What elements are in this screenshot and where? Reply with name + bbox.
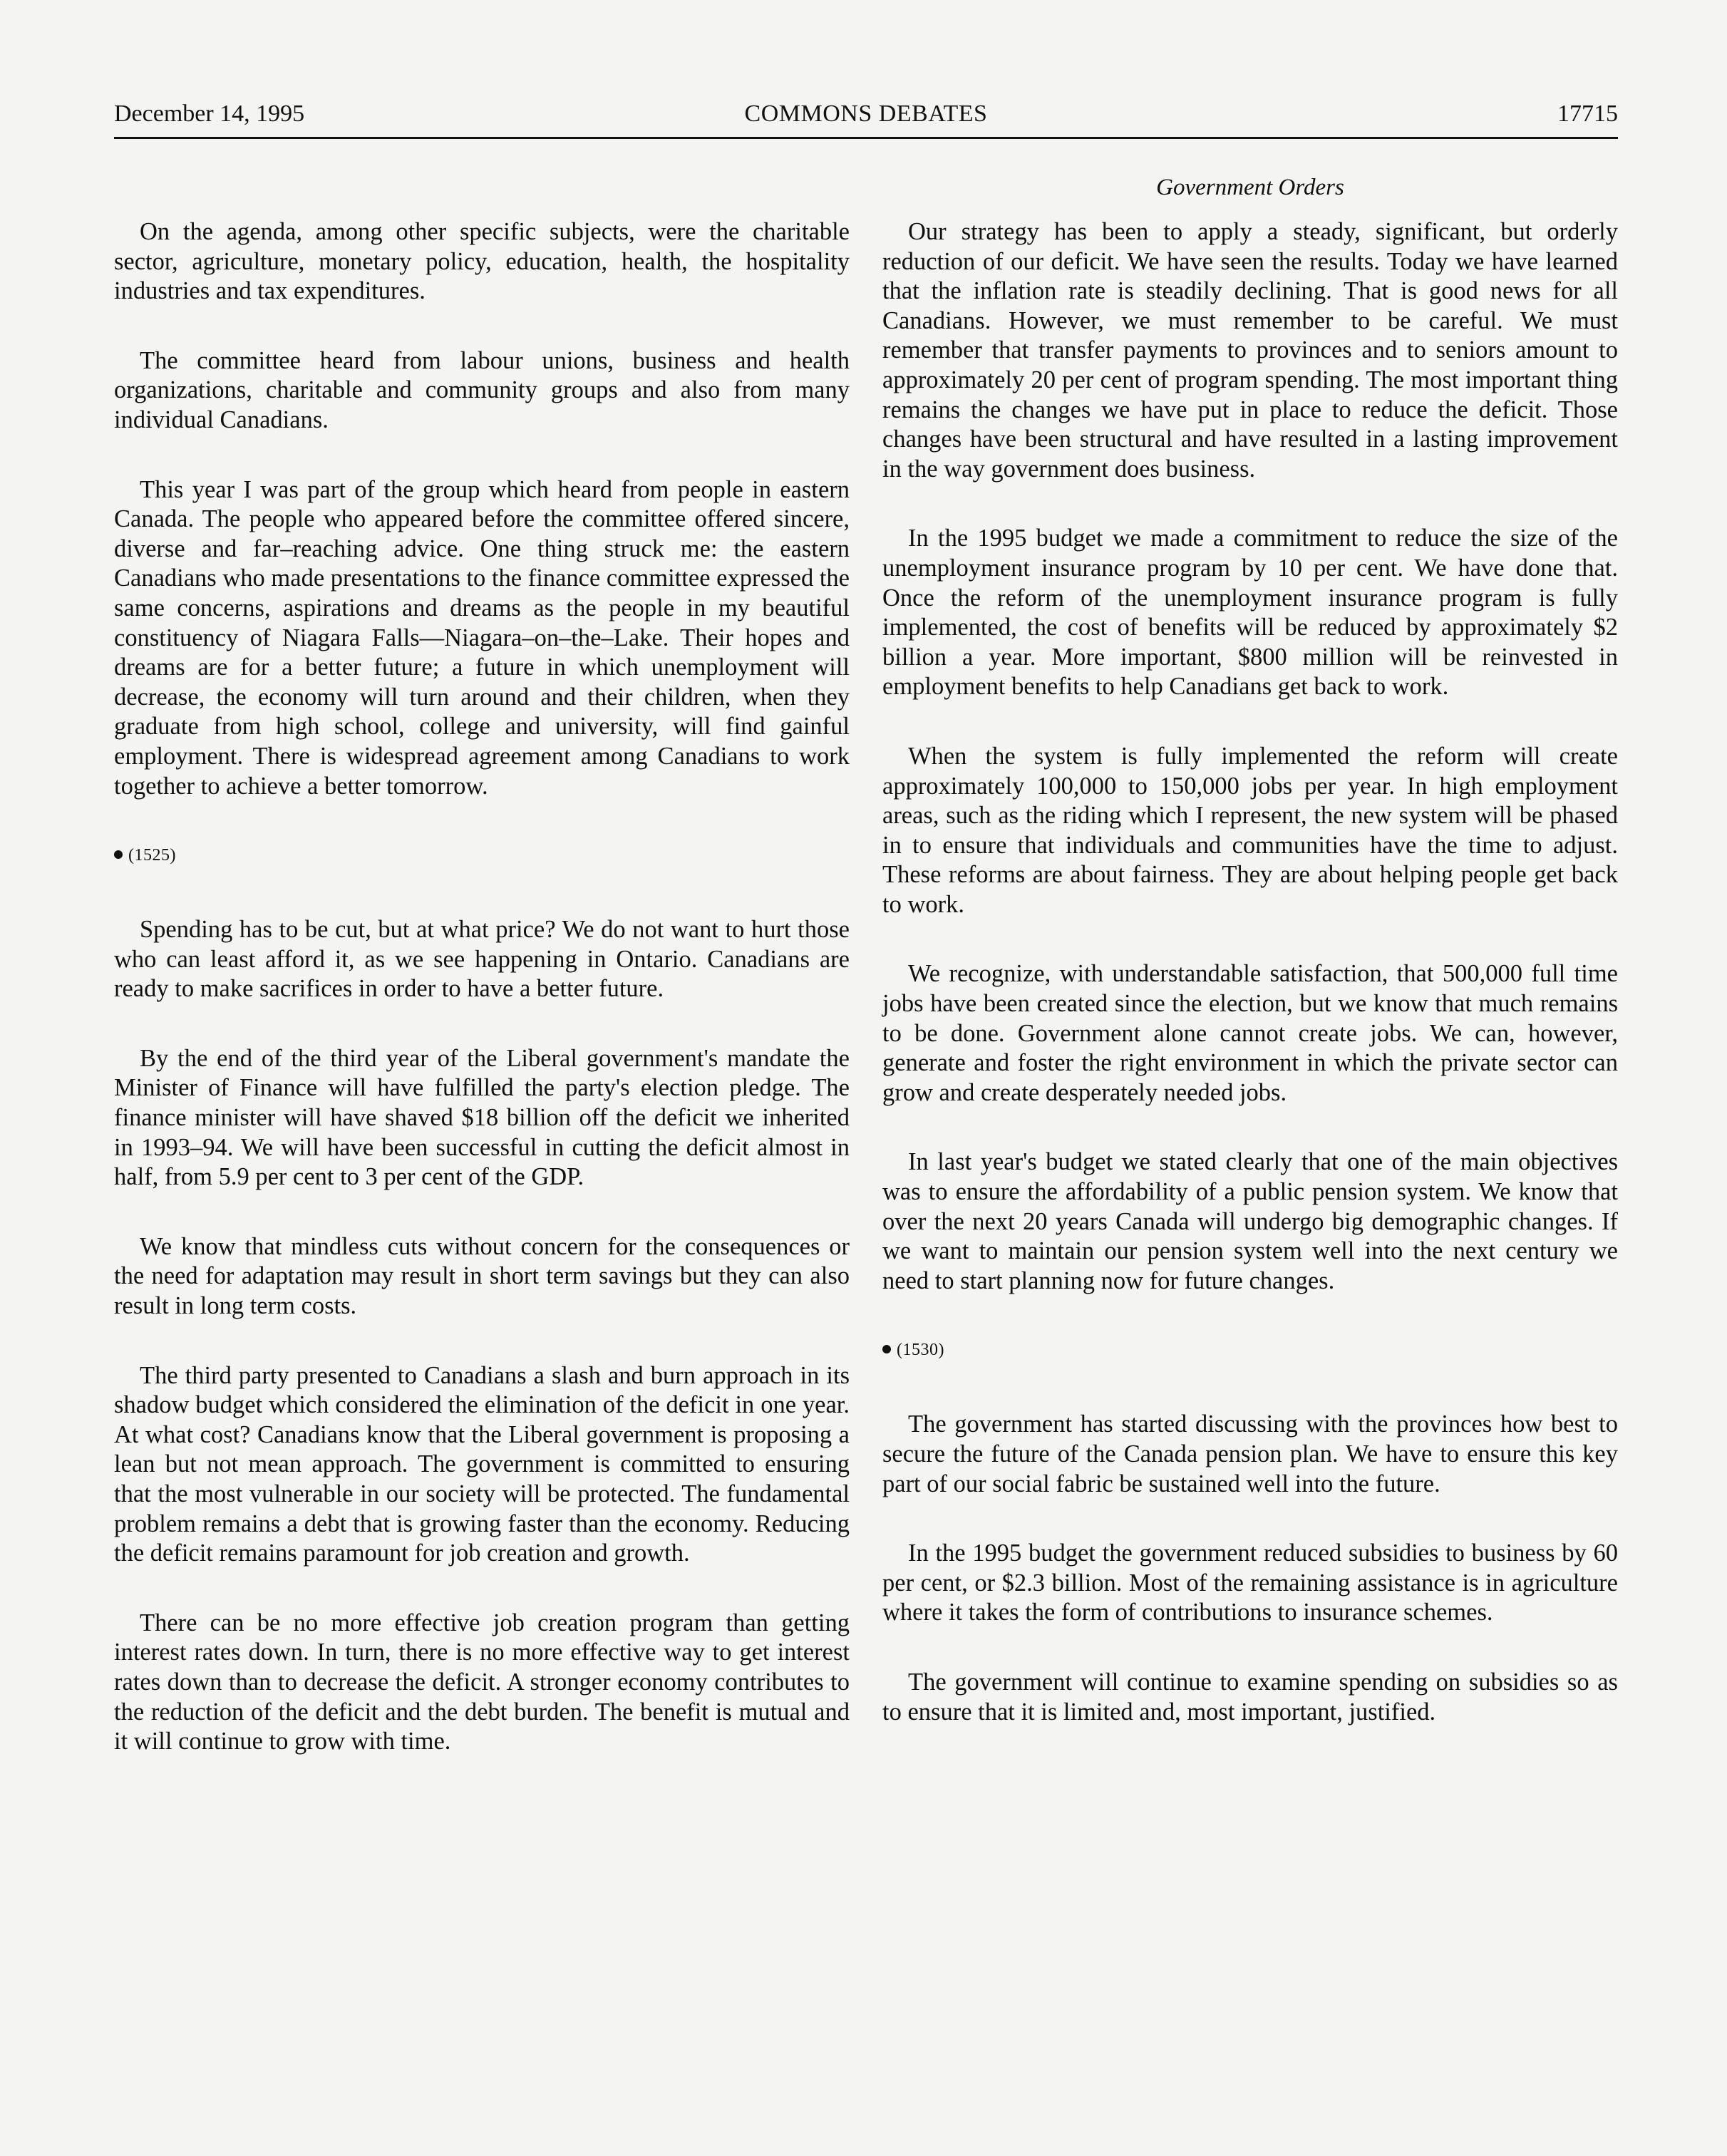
right-paragraph-7: In the 1995 budget the government reduced subsidies to business by 60 per cent, or $2.3 billion. Most of the remaining assistance is in agriculture where it takes the form of contributions to insurance schemes.	[882, 1539, 1618, 1626]
left-paragraph-1: On the agenda, among other specific subjects, were the charitable sector, agriculture, monetary policy, education, health, the hospitality industries and tax expenditures.	[114, 218, 850, 305]
time-marker	[882, 1336, 1618, 1364]
left-paragraph-7: The third party presented to Canadians a slash and burn approach in its shadow budget which considered the elimination of the deficit in one year. At what cost? Canadians know that the Liberal government is proposing a lean but not mean approach. The government is committed to ensuring that the most vulnerable in our society will be protected. The fundamental problem remains a debt that is growing faster than the economy. Reducing the deficit remains paramount for job creation and growth.	[114, 1361, 850, 1567]
bullet-icon	[114, 850, 123, 859]
left-column	[114, 217, 850, 1797]
right-paragraph-5: In last year's budget we stated clearly that one of the main objectives was to ensure the affordability of a public pension system. We know that over the next 20 years Canada will undergo big demographic changes. If we want to maintain our pension system well into the next century we need to start planning now for future changes.	[882, 1148, 1618, 1294]
time-marker-text: (1525)	[128, 846, 176, 865]
section-title: Government Orders	[1156, 175, 1344, 200]
left-paragraph-2: The committee heard from labour unions, business and health organizations, charitable and community groups and also from many individual Canadians.	[114, 346, 850, 433]
right-column	[882, 217, 1618, 1767]
left-paragraph-5: By the end of the third year of the Liberal government's mandate the Minister of Finance will have fulfilled the party's election pledge. The finance minister will have shaved $18 billion off the deficit we inherited in 1993–94. We will have been successful in cutting the deficit almost in half, from 5.9 per cent to 3 per cent of the GDP.	[114, 1044, 850, 1191]
left-paragraph-4: Spending has to be cut, but at what price? We do not want to hurt those who can least afford it, as we see happening in Ontario. Canadians are ready to make sacrifices in order to have a better future.	[114, 916, 850, 1003]
right-paragraph-1: Our strategy has been to apply a steady, significant, but orderly reduction of our deficit. We have seen the results. Today we have learned that the inflation rate is steadily declining. That is good news for all Canadians. However, we must remember to be careful. We must remember that transfer payments to provinces and to seniors amount to approximately 20 per cent of program spending. The most important thing remains the changes we have put in place to reduce the deficit. Those changes have been structural and have resulted in a lasting improvement in the way government does business.	[882, 218, 1618, 483]
right-paragraph-2: In the 1995 budget we made a commitment to reduce the size of the unemployment insurance program by 10 per cent. We have done that. Once the reform of the unemployment insurance program is fully implemented, the cost of benefits will be reduced by approximately $2 billion a year. More important, $800 million will be reinvested in employment benefits to help Canadians get back to work.	[882, 525, 1618, 701]
time-marker-text: (1530)	[897, 1341, 944, 1360]
right-paragraph-8: The government will continue to examine spending on subsidies so as to ensure that it is limited and, most important, justified.	[882, 1668, 1618, 1726]
header-rule	[114, 137, 1618, 139]
left-paragraph-8: There can be no more effective job creation program than getting interest rates down. In turn, there is no more effective way to get interest rates down than to decrease the deficit. A stronger economy contributes to the reduction of the deficit and the debt burden. The benefit is mutual and it will continue to grow with time.	[114, 1609, 850, 1755]
page-header	[114, 93, 1618, 135]
header-page-number: 17715	[1557, 100, 1618, 127]
bullet-icon	[882, 1345, 891, 1353]
header-date: December 14, 1995	[114, 100, 305, 127]
right-paragraph-4: We recognize, with understandable satisfaction, that 500,000 full time jobs have been created since the election, but we know that much remains to be done. Government alone cannot create jobs. We can, however, generate and foster the right environment in which the private sector can grow and create desperately needed jobs.	[882, 960, 1618, 1106]
time-marker	[114, 841, 850, 870]
left-paragraph-6: We know that mindless cuts without concern for the consequences or the need for adaptation may result in short term savings but they can also result in long term costs.	[114, 1232, 850, 1320]
left-paragraph-3: This year I was part of the group which heard from people in eastern Canada. The people who appeared before the committee offered sincere, diverse and far–reaching advice. One thing struck me: the eastern Canadians who made presentations to the finance committee expressed the same concerns, aspirations and dreams as the people in my beautiful constituency of Niagara Falls—Niagara–on–the–Lake. Their hopes and dreams are for a better future; a future in which unemployment will decrease, the economy will turn around and their children, when they graduate from high school, college and university, will find gainful employment. There is widespread agreement among Canadians to work together to achieve a better tomorrow.	[114, 475, 850, 800]
right-paragraph-3: When the system is fully implemented the reform will create approximately 100,000 to 150,000 jobs per year. In high employment areas, such as the riding which I represent, the new system will be phased in to ensure that individuals and communities have the time to adjust. These reforms are about fairness. They are about helping people get back to work.	[882, 742, 1618, 918]
header-title: COMMONS DEBATES	[744, 100, 988, 127]
right-paragraph-6: The government has started discussing with the provinces how best to secure the future of the Canada pension plan. We have to ensure this key part of our social fabric be sustained well into the future.	[882, 1410, 1618, 1497]
